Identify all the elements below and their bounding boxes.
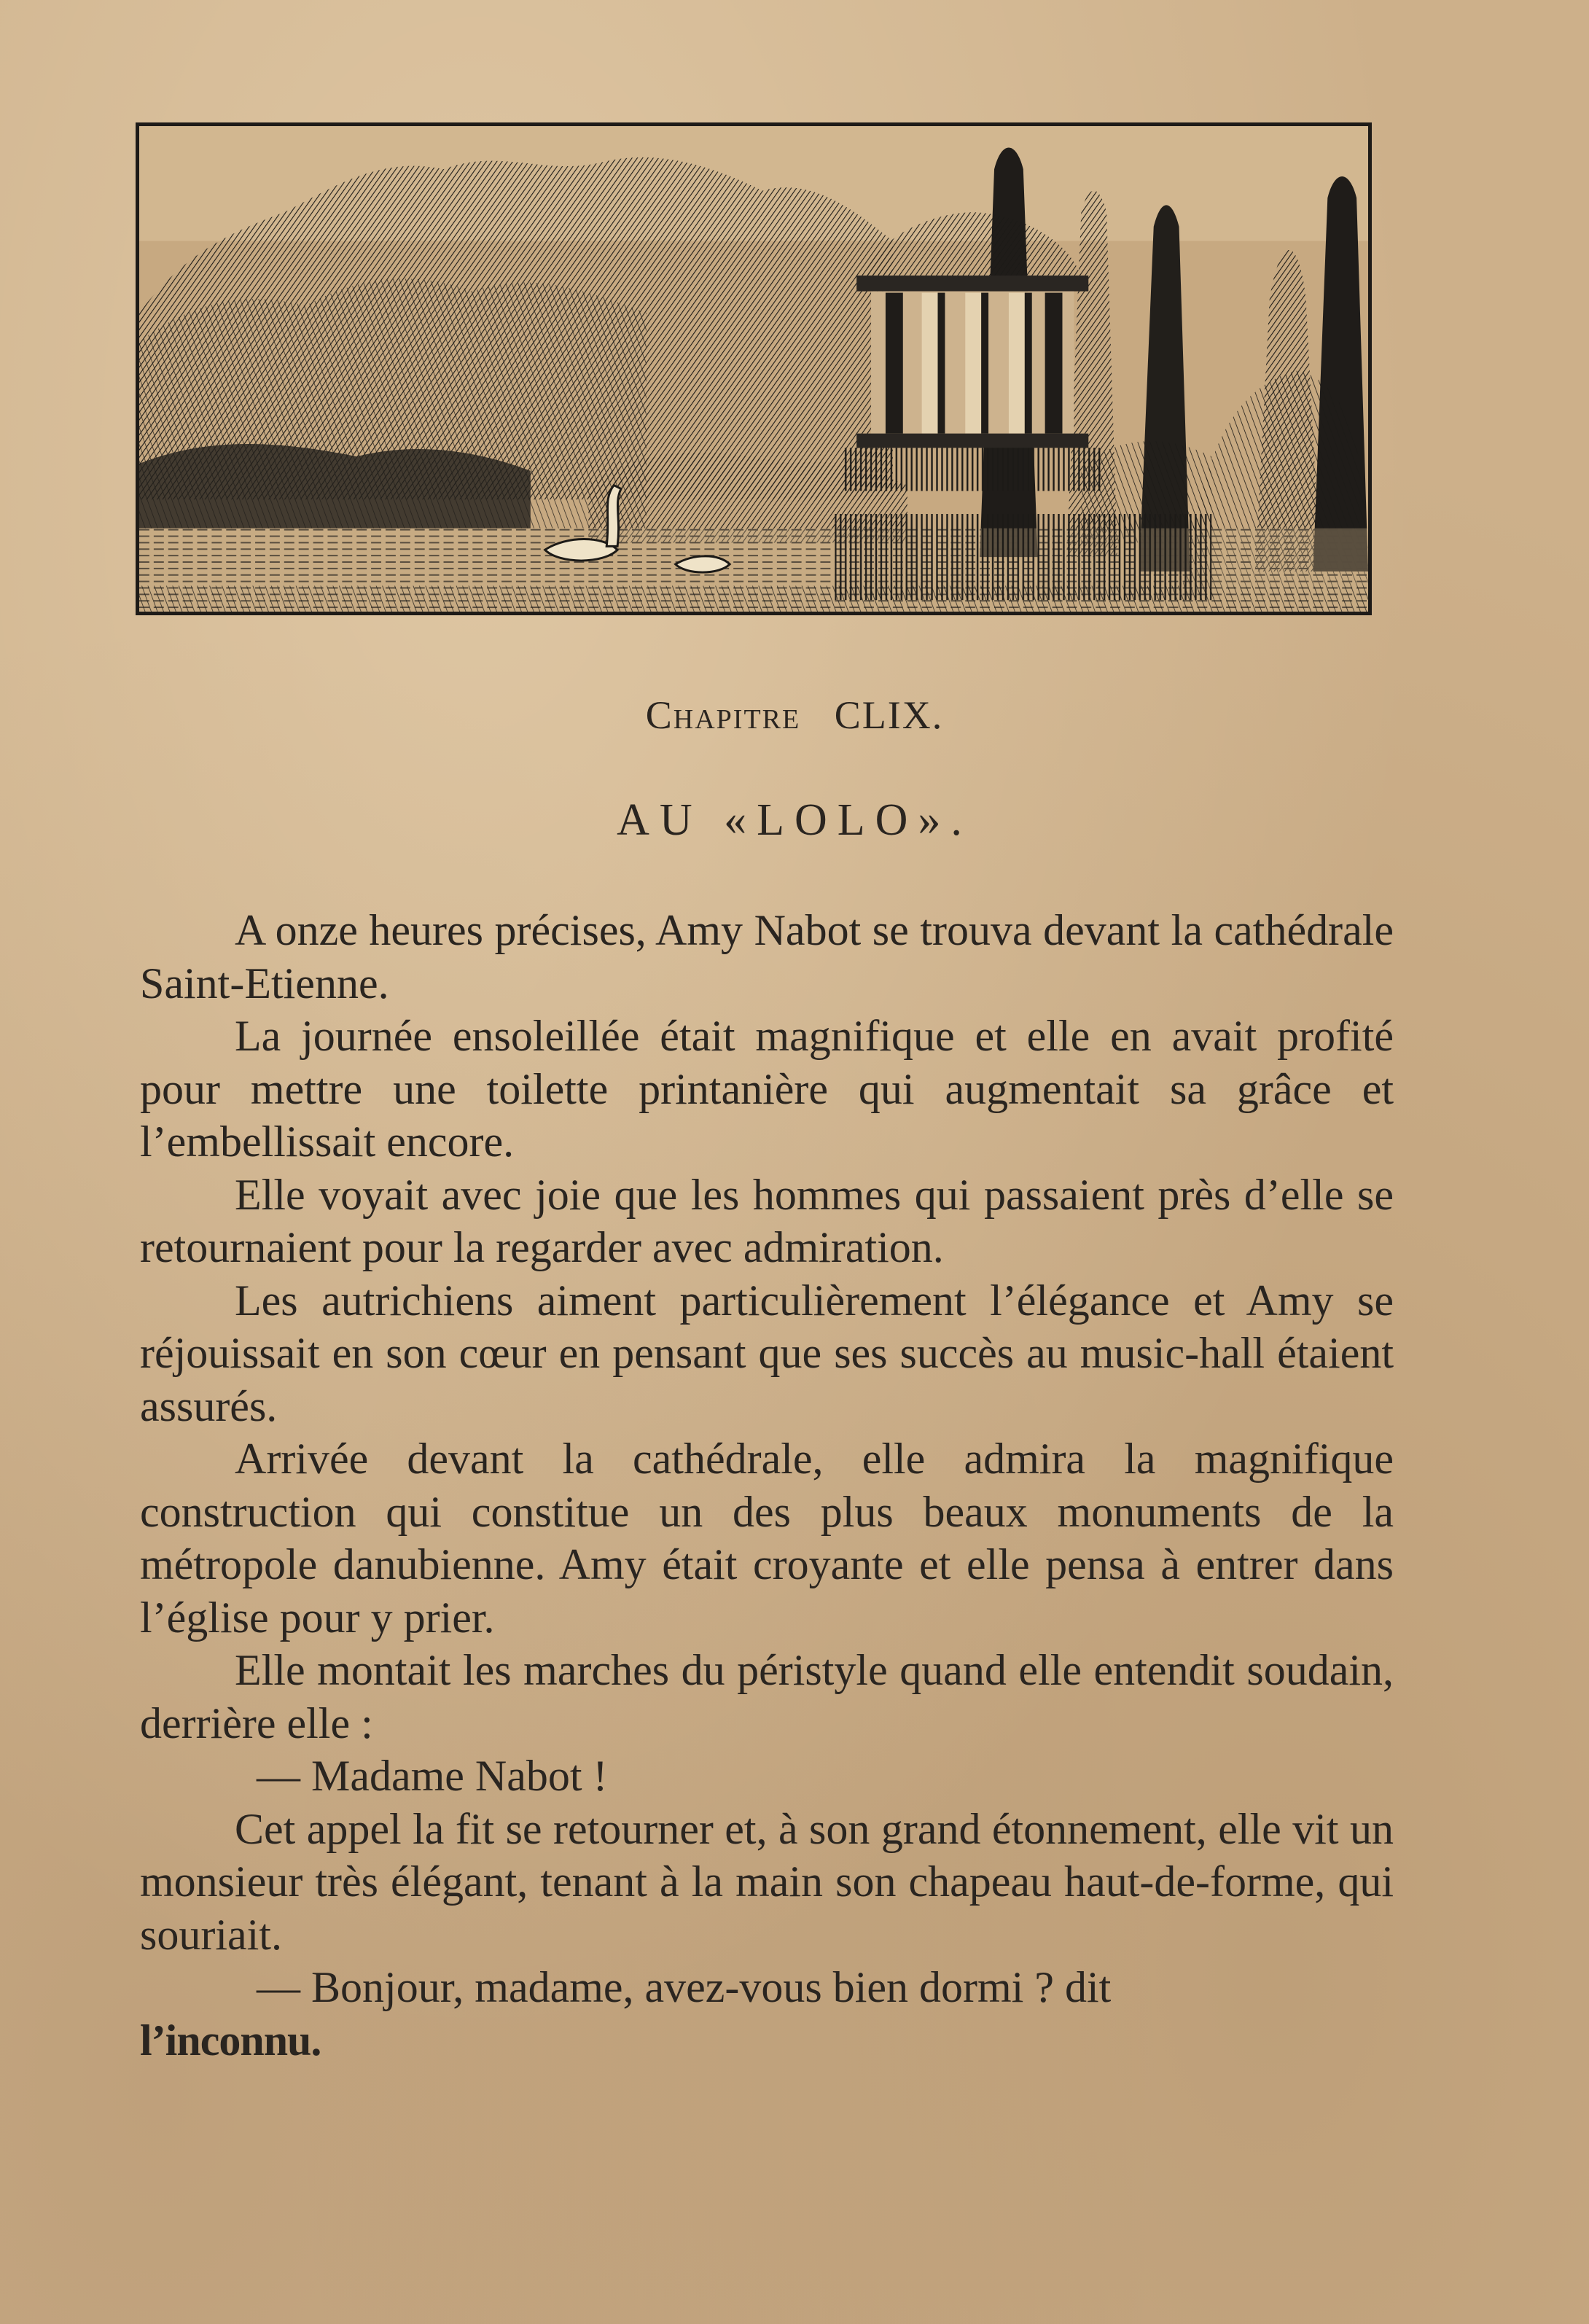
chapter-illustration	[136, 122, 1372, 615]
chapter-number: CLIX.	[834, 693, 944, 737]
paragraph: Elle voyait avec joie que les hommes qui passaient près d’elle se retournaient pour la regarder avec admiration.	[140, 1170, 1394, 1271]
paragraph: Arrivée devant la cathédrale, elle admira la magnifique construction qui constitue un des plus beaux monuments de la métropole danubienne. Amy était croyante et elle pensa à entrer dans l’église pour y prier.	[140, 1435, 1394, 1642]
paragraph: Cet appel la fit se retourner et, à son grand étonnement, elle vit un monsieur très élégant, tenant à la main son chapeau haut-de-forme, qui souriait.	[140, 1804, 1394, 1959]
final-line	[140, 2014, 1394, 2067]
chapter-body	[140, 904, 1394, 2067]
chapter-number-heading	[0, 693, 1589, 738]
paragraph: Elle montait les marches du péristyle quand elle entendit soudain, derrière elle :	[140, 1646, 1394, 1747]
dialogue-line: — Bonjour, madame, avez-vous bien dormi ? dit	[257, 1963, 1112, 2011]
final-word: l’inconnu.	[140, 2016, 321, 2064]
chapter-title: AU «LOLO».	[617, 795, 972, 845]
engraving-park-temple-icon	[139, 126, 1368, 612]
chapter-label: Chapitre	[645, 693, 801, 737]
paragraph: Les autrichiens aiment particulièrement l’élégance et Amy se réjouissait en son cœur en pensant que ses succès au music-hall étaient assurés.	[140, 1276, 1394, 1430]
paragraph: A onze heures précises, Amy Nabot se trouva devant la cathédrale Saint-Etienne.	[140, 906, 1394, 1007]
paragraph: La journée ensoleillée était magnifique et elle en avait profité pour mettre une toilette printanière qui augmentait sa grâce et l’embellissait encore.	[140, 1012, 1394, 1166]
dialogue-line: — Madame Nabot !	[257, 1752, 608, 1800]
